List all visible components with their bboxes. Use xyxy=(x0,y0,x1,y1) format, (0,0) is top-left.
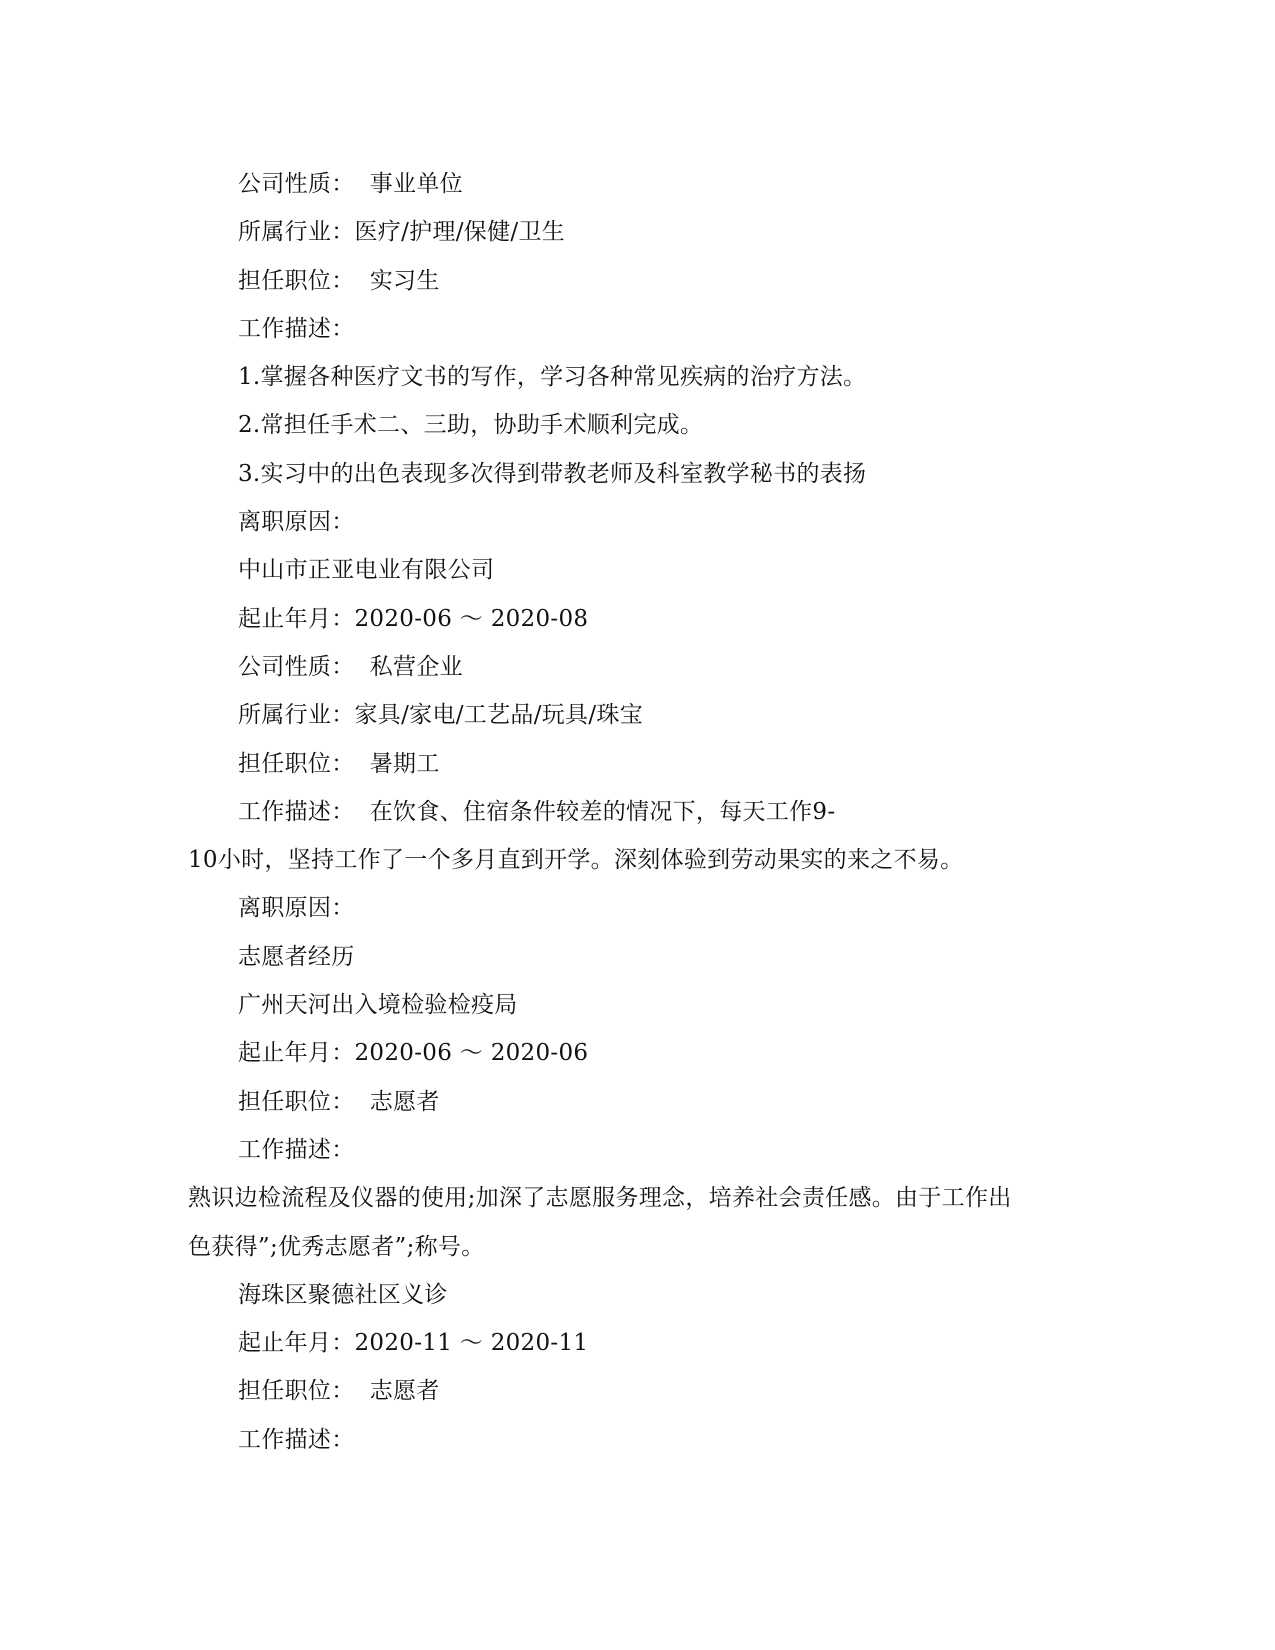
company-type-line: 公司性质： 事业单位 xyxy=(238,171,463,197)
description-item-2: 2.常担任手术二、三助，协助手术顺利完成。 xyxy=(238,412,704,439)
job-description-continuation: 10小时，坚持工作了一个多月直到开学。深刻体验到劳动果实的来之不易。 xyxy=(188,847,964,874)
industry-line: 所属行业：医疗/护理/保健/卫生 xyxy=(238,219,566,246)
job-description-label: 工作描述： xyxy=(238,1136,355,1163)
date-range-line: 起止年月：2020-11 ～ 2020-11 xyxy=(238,1330,589,1357)
description-paragraph-continuation: 色获得”;优秀志愿者”;称号。 xyxy=(188,1233,485,1260)
organization-name: 广州天河出入境检验检疫局 xyxy=(238,992,518,1019)
job-description-line: 工作描述： 在饮食、住宿条件较差的情况下，每天工作9- xyxy=(238,798,836,825)
description-paragraph: 熟识边检流程及仪器的使用;加深了志愿服务理念，培养社会责任感。由于工作出 xyxy=(188,1185,1012,1212)
position-line: 担任职位： 实习生 xyxy=(238,267,440,294)
job-description-label: 工作描述： xyxy=(238,1426,355,1453)
leave-reason-label: 离职原因： xyxy=(238,509,355,536)
document-body xyxy=(188,160,1088,1464)
leave-reason-label: 离职原因： xyxy=(238,895,355,922)
industry-line: 所属行业：家具/家电/工艺品/玩具/珠宝 xyxy=(238,702,643,729)
description-item-1: 1.掌握各种医疗文书的写作，学习各种常见疾病的治疗方法。 xyxy=(238,364,867,391)
company-name: 中山市正亚电业有限公司 xyxy=(238,557,495,584)
position-line: 担任职位： 暑期工 xyxy=(238,750,440,777)
organization-name: 海珠区聚德社区义诊 xyxy=(238,1281,448,1308)
description-item-3: 3.实习中的出色表现多次得到带教老师及科室教学秘书的表扬 xyxy=(238,460,867,487)
company-type-line: 公司性质： 私营企业 xyxy=(238,653,463,680)
position-line: 担任职位： 志愿者 xyxy=(238,1378,440,1405)
section-heading-volunteer: 志愿者经历 xyxy=(238,943,355,970)
position-line: 担任职位： 志愿者 xyxy=(238,1088,440,1115)
job-description-label: 工作描述： xyxy=(238,315,355,342)
date-range-line: 起止年月：2020-06 ～ 2020-08 xyxy=(238,605,589,632)
date-range-line: 起止年月：2020-06 ～ 2020-06 xyxy=(238,1040,589,1067)
